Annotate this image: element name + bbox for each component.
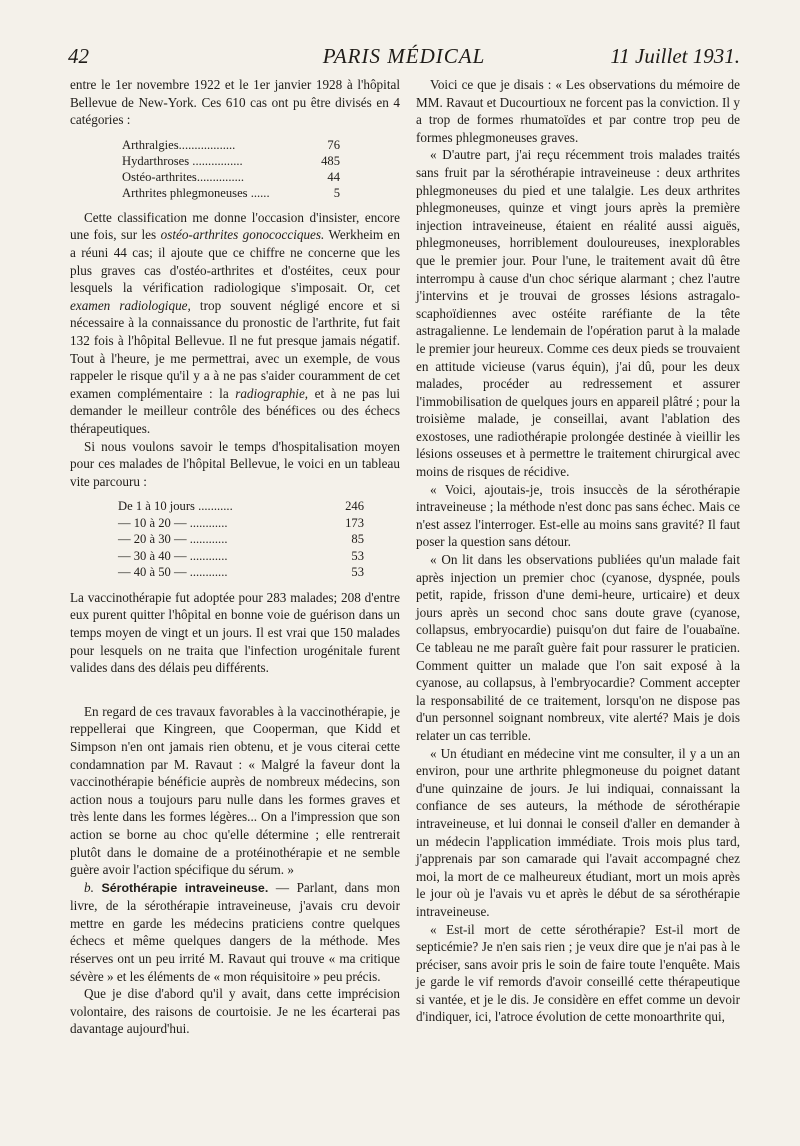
category-count: 485 xyxy=(321,153,340,168)
table-row xyxy=(118,498,364,515)
journal-title: PARIS MÉDICAL xyxy=(322,44,486,68)
table-row xyxy=(118,548,364,565)
text-run: Cette classification me donne l'occasion d'insister, encore une fois, sur les xyxy=(70,209,400,243)
text-run: et à ne pas lui demander le meilleur contrôle des bénéfices ou des échecs thérapeutiques. xyxy=(70,385,400,436)
table-row xyxy=(122,169,340,185)
stay-count: 85 xyxy=(351,532,364,547)
quote-paragraph: Voici ce que je disais : « Les observations du mémoire de MM. Ravaut et Ducourtioux ne forcent pas la conviction. Il y a trop de formes rhumatoïdes et par contre trop peu de formes phlegmoneuses graves. xyxy=(416,77,740,145)
table-row xyxy=(122,185,340,201)
section-heading: Sérothérapie intraveineuse. xyxy=(101,880,269,895)
quote-paragraph: « Voici, ajoutais-je, trois insuccès de la sérothérapie intraveineuse ; la méthode n'est donc pas sans échec. Mais ce n'est assez l'interroger. Est-elle au moins sans gravité? Il faut poser la question sans détour. xyxy=(416,481,740,550)
categories-table xyxy=(122,137,340,201)
category-label: Arthralgies.................. xyxy=(122,137,236,152)
vaccinotherapy-paragraph: La vaccinothérapie fut adoptée pour 283 malades; 208 d'entre eux purent quitter l'hôpital en bonne voie de guérison dans un temps moyen de vingt et un jours. Il est vrai que 150 malades pour lesquels on ne traita que l'infection urogénitale furent valides dans des délais peu différents. xyxy=(70,589,400,676)
italic-term: examen radiologique, xyxy=(70,297,191,313)
table-row xyxy=(122,153,340,169)
stay-count: 246 xyxy=(345,499,364,514)
italic-term: ostéo-arthrites gonococciques. xyxy=(160,227,325,243)
left-column xyxy=(70,76,400,1038)
courtesy-paragraph: Que je dise d'abord qu'il y avait, dans cette imprécision volontaire, des raisons de courtoisie. Je ne les écarterai pas davantage aujourd'hui. xyxy=(70,986,400,1037)
table-row xyxy=(122,137,340,153)
stay-range: — 20 à 30 — ............ xyxy=(118,532,228,547)
page-header xyxy=(68,44,740,70)
issue-date: 11 Juillet 1931. xyxy=(610,44,740,68)
quote-paragraph: « Un étudiant en médecine vint me consulter, il y a un an environ, pour une arthrite phlegmoneuse du poignet datant d'une quinzaine de jours. Je lui indiquai, connaissant la confiance de ses auteurs, la méthode de sérothérapie intraveineuse, et lui donnai le conseil d'aller en demander à un médecin l'application immédiate. Trois mois plus tard, j'apprenais par son camarade qui l'avait accompagné chez moi, la mort de ce malheureux étudiant, mort un mois après le jour où je l'avais vu et après le début de sa sérothérapie intraveineuse. xyxy=(416,745,740,919)
quote-paragraph: « On lit dans les observations publiées qu'un malade fait après injection un premier choc (cyanose, dyspnée, pouls petit, rapide, frisson d'une demi-heure, urticaire) et deux jours après un second choc sans doute grave (cyanose, collapsus, embryocardie) puisqu'on dut faire de l'ouabaïne. Ce tableau ne me paraît guère fait pour rassurer le praticien. Comment quitter un malade que l'on sait exposé à la cyanose, au collapsus, à l'embryocardie? Comment accepter la responsabilité de ce traitement, lorsqu'on ne dispose pas d'un personnel soignant nombreux, vite alerté? Mais je dois relater un cas terrible. xyxy=(416,552,740,743)
stay-range: — 40 à 50 — ............ xyxy=(118,565,228,580)
category-label: Hydarthroses ................ xyxy=(122,153,243,168)
hospitalisation-paragraph: Si nous voulons savoir le temps d'hospitalisation moyen pour ces malades de l'hôpital Bellevue, le voici en un tableau vite parcouru : xyxy=(70,438,400,489)
table-row xyxy=(118,515,364,532)
stay-range: De 1 à 10 jours ........... xyxy=(118,499,233,514)
category-count: 44 xyxy=(327,169,340,184)
quote-paragraph: « D'autre part, j'ai reçu récemment trois malades traités sans fruit par la sérothérapie intraveineuse : deux arthrites phlegmoneuses du pied et une talalgie. Les deux arthrites phlegmoneuses, quinze et vingt jours après la première injection intraveineuse, étaient en réalité aussi aiguës, phlegmoneuses, horriblement douloureuses, inexplorables que le premier jour. Pour l'une, le traitement avait dû être interrompu à cause d'un choc sérique alarmant ; chez l'autre j'intervins et je trouvai de grosses lésions astragalo-scaphoïdiennes avec ostéite raréfiante de la tête astragalienne. Le lendemain de l'opération parut à la malade le premier jour heureux. Comme ces deux pieds se trouvaient en attitude vicieuse (varus équin), j'ai dû, pour les deux malades, procéder au redressement et assurer l'immobilisation de quelques jours en appareil plâtré ; pour la troisième malade, je conseillai, avant l'ablation des exostoses, une radiothérapie prolongée destinée à vieillir les lésions osseuses et à permettre le traitement chirurgical avec moins de risques de récidive. xyxy=(416,147,740,480)
table-row xyxy=(118,564,364,581)
category-label: Ostéo-arthrites............... xyxy=(122,169,245,184)
serotherapy-section xyxy=(70,879,400,986)
quote-paragraph: « Est-il mort de cette sérothérapie? Est-il mort de septicémie? Je n'en sais rien ; je veux dire que je n'ai pas à le préciser, sans avoir pris le soin de faire toute l'enquête. Mais je garde le vif remords d'avoir conseillé cette thérapeutique si vantée, et je le dis. Je considère en effet comme un devoir d'indiquer, ici, l'atroce évolution de cette monoarthrite qui, xyxy=(416,921,740,1025)
table-row xyxy=(118,531,364,548)
hospitalisation-table xyxy=(118,498,364,581)
stay-count: 53 xyxy=(351,548,364,563)
text-run: — Parlant, dans mon livre, de la sérothérapie intraveineuse, j'avais cru devoir mettre en garde les médecins praticiens contre quelques échecs et même quelques dangers de la méthode. Mes réserves ont un peu irrité M. Ravaut qui trouve « ma critique sévère » et les éléments de « mon réquisitoire » peu précis. xyxy=(70,879,400,984)
italic-term: radiographie, xyxy=(235,385,309,401)
ravaut-citation-paragraph: En regard de ces travaux favorables à la vaccinothérapie, je reppellerai que Kingreen, que Cooperman, que Kidd et Simpson n'en ont jamais rien obtenu, et je vous citerai cette condamnation par M. Ravaut : « Malgré la faveur dont la vaccinothérapie bénéficie auprès de nombreux médecins, son action nous a toujours paru nulle dans les formes graves et très lente dans les formes légères... On a l'impression que son action se borne au choc qu'elle détermine ; elle rentrerait plutôt dans le domaine de a protéinothérapie et ne semble guère avoir l'action spécifique du sérum. » xyxy=(70,703,400,878)
text-run: Werkheim en a réuni 44 cas; il ajoute que ce chiffre ne concerne que les plus graves cas d'ostéo-arthrites et d'ostéites, ceux pour lesquels la vérification radiologique s'imposait. Or, cet xyxy=(70,227,400,296)
text-run: trop souvent négligé encore et si nécessaire à la connaissance du pronostic de l'arthrite, fut fait 132 fois à l'hôpital Bellevue. Il ne fut presque jamais négatif. Tout à l'heure, je me permettrai, avec un exemple, de vous rappeler le risque qu'il y a à ne pas s'aider couramment de cet examen complémentaire : la xyxy=(70,297,400,401)
stay-count: 173 xyxy=(345,515,364,530)
stay-range: — 10 à 20 — ............ xyxy=(118,515,228,530)
intro-paragraph: entre le 1er novembre 1922 et le 1er janvier 1928 à l'hôpital Bellevue de New-York. Ces 610 cas ont pu être divisés en 4 catégories : xyxy=(70,77,400,128)
classification-paragraph xyxy=(70,209,400,438)
stay-range: — 30 à 40 — ............ xyxy=(118,548,228,563)
right-column xyxy=(416,76,740,1026)
category-count: 5 xyxy=(333,185,340,200)
category-count: 76 xyxy=(327,137,340,152)
section-letter: b. xyxy=(84,879,94,895)
page-number: 42 xyxy=(68,44,89,68)
category-label: Arthrites phlegmoneuses ...... xyxy=(122,185,270,200)
stay-count: 53 xyxy=(351,565,364,580)
